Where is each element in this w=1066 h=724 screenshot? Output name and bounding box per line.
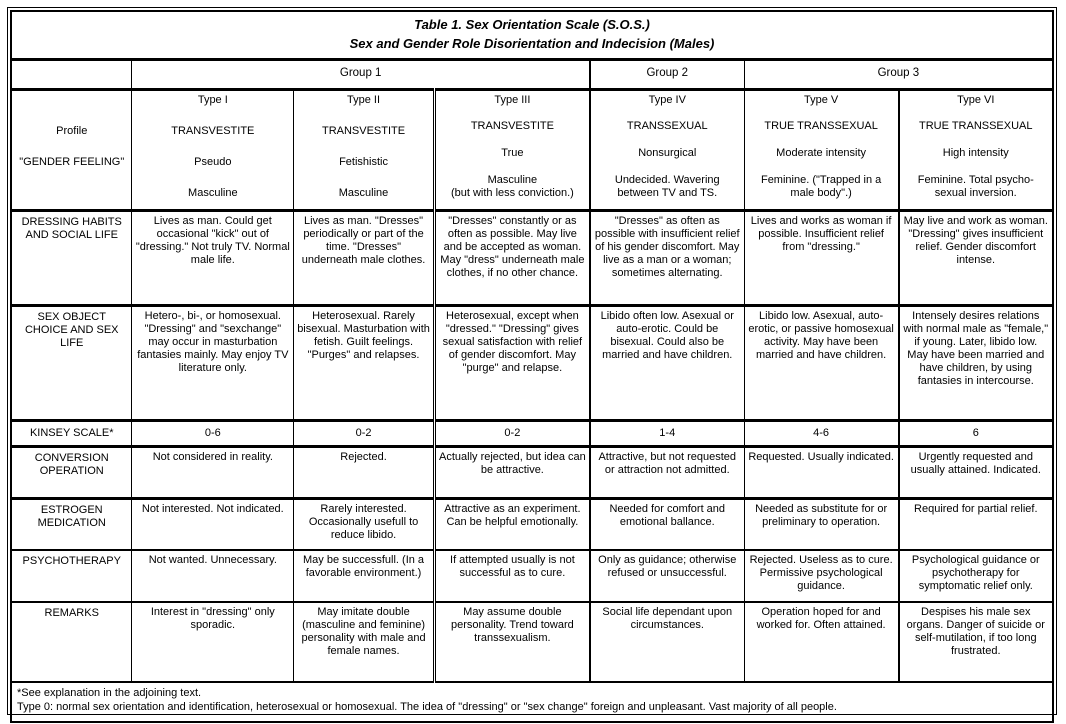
table-cell: Despises his male sex organs. Danger of suicide or self-mutilation, if too long frustrated. (899, 602, 1053, 682)
type-name: TRANSSEXUAL (626, 120, 708, 133)
table-cell: May assume double personality. Trend toward transsexualism. (434, 602, 589, 682)
table-cell: Intensely desires relations with normal male as "female," if young. Later, libido low. May have been married and have children, by using fantasies in intercourse. (899, 305, 1053, 420)
type-heading: Type VI (957, 93, 995, 106)
type-name: TRANSVESTITE (171, 124, 255, 137)
remarks-row (11, 602, 1053, 682)
table-cell: Rejected. (294, 446, 435, 498)
type-subtype: True (501, 147, 524, 160)
type-feeling: Masculine (487, 173, 538, 186)
type-name: TRUE TRANSSEXUAL (919, 120, 1033, 133)
row-label: PSYCHOTHERAPY (11, 550, 132, 602)
type-name: TRANSVESTITE (321, 124, 406, 137)
table-cell: Interest in "dressing" only sporadic. (132, 602, 294, 682)
title-row (11, 11, 1053, 59)
sex-object-row (11, 305, 1053, 420)
profile-row-label (11, 89, 132, 210)
table-cell: Libido low. Asexual, auto-erotic, or passive homosexual activity. May have been married and have children. (744, 305, 898, 420)
table-cell: Lives as man. "Dresses" periodically or part of the time. "Dresses" underneath male clothes. (294, 210, 435, 305)
table-title (11, 11, 1053, 59)
group-header-spacer (11, 59, 132, 89)
type-subtype: Moderate intensity (776, 147, 867, 160)
type-subtype: Pseudo (194, 155, 232, 168)
table-cell: May imitate double (masculine and feminine) personality with male and female names. (294, 602, 435, 682)
type-subtype: Fetishistic (339, 155, 388, 168)
sos-table (10, 10, 1054, 723)
profile-cell-type6 (899, 89, 1053, 210)
table-cell: Only as guidance; otherwise refused or unsuccessful. (590, 550, 744, 602)
table-cell: 6 (899, 420, 1053, 446)
footnotes (11, 682, 1053, 722)
psychotherapy-row (11, 550, 1053, 602)
table-cell: Needed as substitute for or preliminary to operation. (744, 498, 898, 550)
type-heading: Type V (803, 93, 839, 106)
type-heading: Type I (197, 93, 228, 106)
table-cell: Social life dependant upon circumstances. (590, 602, 744, 682)
table-cell: Rejected. Useless as to cure. Permissive psychological guidance. (744, 550, 898, 602)
type-subtype: Nonsurgical (638, 147, 697, 160)
table-cell: 1-4 (590, 420, 744, 446)
group-header-row (11, 59, 1053, 89)
table-cell: Heterosexual. Rarely bisexual. Masturbation with fetish. Guilt feelings. "Purges" and relapses. (294, 305, 435, 420)
footnote-asterisk: *See explanation in the adjoining text. (17, 687, 202, 700)
type-heading: Type III (494, 93, 531, 106)
table-cell: May be successfull. (In a favorable environment.) (294, 550, 435, 602)
footnote-row (11, 682, 1053, 722)
table-cell: Required for partial relief. (899, 498, 1053, 550)
table-cell: If attempted usually is not successful as to cure. (434, 550, 589, 602)
type-name: TRANSVESTITE (470, 120, 554, 133)
type-feeling: Feminine. ("Trapped in a male body".) (760, 173, 882, 199)
group-1-header: Group 1 (132, 59, 590, 89)
row-label: ESTROGEN MEDICATION (11, 498, 132, 550)
table-cell: Psychological guidance or psychotherapy for symptomatic relief only. (899, 550, 1053, 602)
type-heading: Type II (347, 93, 381, 106)
type-name: TRUE TRANSSEXUAL (764, 120, 878, 133)
table-cell: 0-6 (132, 420, 294, 446)
table-cell: Actually rejected, but idea can be attractive. (434, 446, 589, 498)
table-cell: Hetero-, bi-, or homosexual. "Dressing" and "sexchange" may occur in masturbation fantasies mainly. May enjoy TV literature only. (132, 305, 294, 420)
row-label: DRESSING HABITS AND SOCIAL LIFE (11, 210, 132, 305)
profile-cell-type1 (132, 89, 294, 210)
profile-cell-type3 (434, 89, 589, 210)
table-cell: May live and work as woman. "Dressing" gives insufficient relief. Gender discomfort intense. (899, 210, 1053, 305)
profile-label: Profile (56, 124, 88, 137)
profile-cell-type5 (744, 89, 898, 210)
table-cell: Lives and works as woman if possible. Insufficient relief from "dressing." (744, 210, 898, 305)
table-cell: Attractive as an experiment. Can be helpful emotionally. (434, 498, 589, 550)
table-cell: Not wanted. Unnecessary. (132, 550, 294, 602)
conversion-operation-row (11, 446, 1053, 498)
group-2-header: Group 2 (590, 59, 744, 89)
table-cell: 4-6 (744, 420, 898, 446)
table-cell: 0-2 (434, 420, 589, 446)
table-cell: Not considered in reality. (132, 446, 294, 498)
table-cell: "Dresses" constantly or as often as possible. May live and be accepted as woman. May "dress" underneath male clothes, if no other chance. (434, 210, 589, 305)
table-cell: Lives as man. Could get occasional "kick" out of "dressing." Not truly TV. Normal male life. (132, 210, 294, 305)
type-feeling: Masculine (188, 186, 238, 199)
kinsey-scale-row (11, 420, 1053, 446)
table-cell: Urgently requested and usually attained. Indicated. (899, 446, 1053, 498)
table-cell: Heterosexual, except when "dressed." "Dressing" gives sexual satisfaction with relief of gender discomfort. May "purge" and relapse. (434, 305, 589, 420)
table-cell: Libido often low. Asexual or auto-erotic. Could be bisexual. Could also be married and have children. (590, 305, 744, 420)
footnote-type0: Type 0: normal sex orientation and identification, heterosexual or homosexual. The idea of "dressing" or "sex change" foreign and unpleasant. Vast majority of all people. (17, 701, 837, 714)
table-cell: "Dresses" as often as possible with insufficient relief of his gender discomfort. May live as a man or a woman; sometimes alternating. (590, 210, 744, 305)
title-line-1: Table 1. Sex Orientation Scale (S.O.S.) (414, 17, 650, 32)
type-subtype: High intensity (942, 147, 1009, 160)
table-cell: Attractive, but not requested or attraction not admitted. (590, 446, 744, 498)
type-feeling-note: (but with less conviction.) (450, 186, 574, 199)
table-cell: 0-2 (294, 420, 435, 446)
row-label: SEX OBJECT CHOICE AND SEX LIFE (11, 305, 132, 420)
type-heading: Type IV (648, 93, 686, 106)
table-cell: Operation hoped for and worked for. Often attained. (744, 602, 898, 682)
type-feeling: Masculine (338, 186, 389, 199)
title-line-2: Sex and Gender Role Disorientation and Indecision (Males) (349, 35, 715, 51)
dressing-habits-row (11, 210, 1053, 305)
row-label: KINSEY SCALE* (11, 420, 132, 446)
profile-header-row (11, 89, 1053, 210)
table-frame (7, 7, 1057, 715)
gender-feeling-label: "GENDER FEELING" (19, 155, 125, 168)
table-cell: Rarely interested. Occasionally usefull to reduce libido. (294, 498, 435, 550)
table-cell: Needed for comfort and emotional ballance. (590, 498, 744, 550)
row-label: REMARKS (11, 602, 132, 682)
table-cell: Not interested. Not indicated. (132, 498, 294, 550)
type-feeling: Undecided. Wavering between TV and TS. (614, 173, 720, 199)
profile-cell-type2 (294, 89, 435, 210)
group-3-header: Group 3 (744, 59, 1053, 89)
row-label: CONVERSION OPERATION (11, 446, 132, 498)
estrogen-medication-row (11, 498, 1053, 550)
profile-cell-type4 (590, 89, 744, 210)
table-cell: Requested. Usually indicated. (744, 446, 898, 498)
type-feeling: Feminine. Total psycho-sexual inversion. (917, 173, 1034, 199)
